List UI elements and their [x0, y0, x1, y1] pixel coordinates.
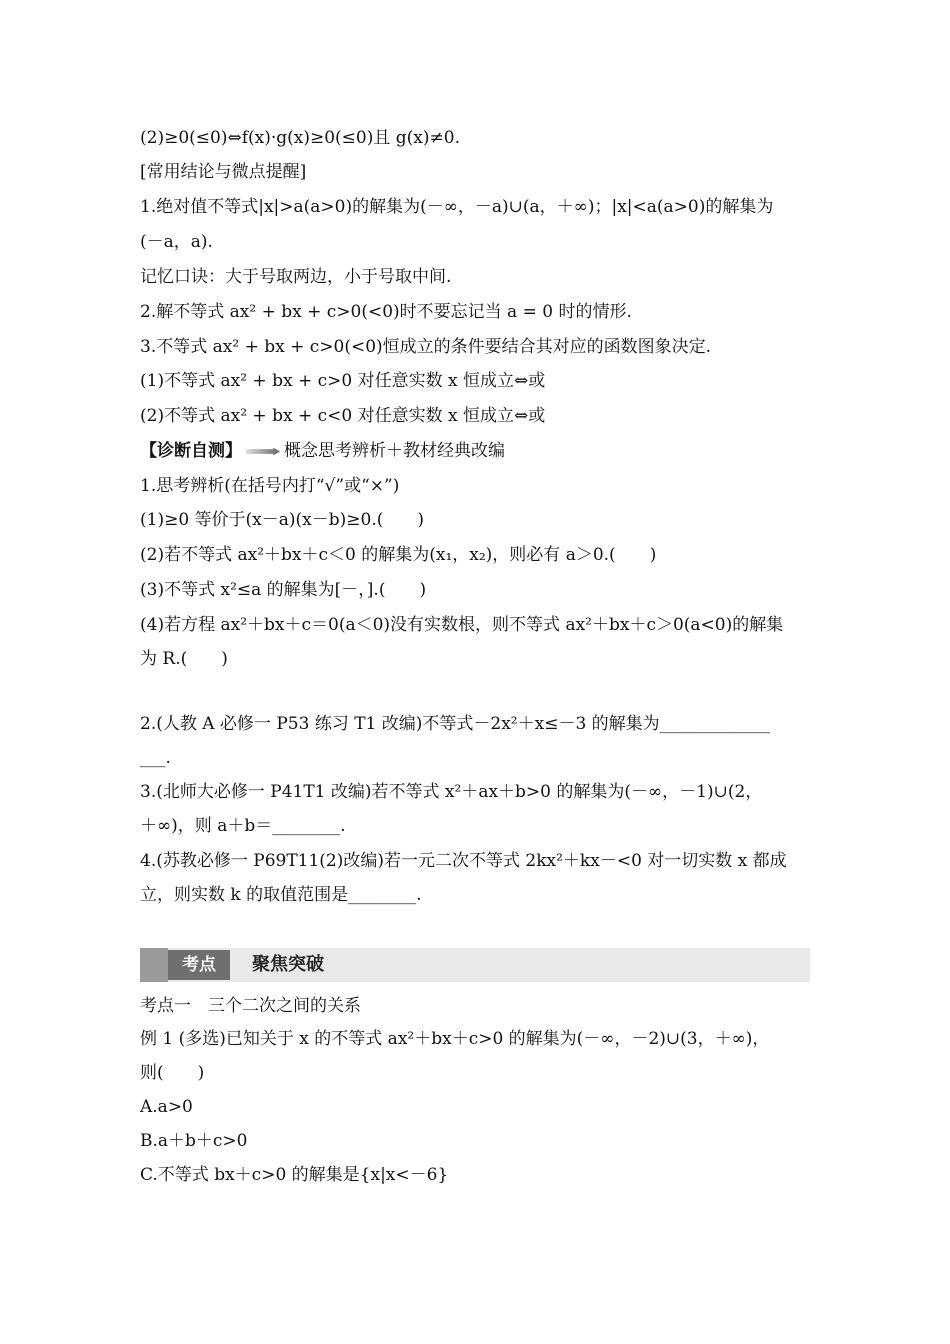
- text-line: (1)不等式 ax² + bx + c>0 对任意实数 x 恒成立⇔或: [140, 371, 546, 391]
- text-line: (4)若方程 ax²＋bx＋c＝0(a＜0)没有实数根，则不等式 ax²＋bx＋c＞0(a<0)的解集: [140, 615, 784, 635]
- text-line: 3.(北师大必修一 P41T1 改编)若不等式 x²＋ax＋b>0 的解集为(－∞，－1)∪(2，: [140, 782, 763, 802]
- diagnosis-subtitle: 概念思考辨析＋教材经典改编: [284, 441, 505, 461]
- banner-title: 聚焦突破: [252, 954, 324, 975]
- text-line: (2)若不等式 ax²＋bx＋c＜0 的解集为(x₁，x₂)，则必有 a＞0.( ): [140, 545, 657, 565]
- arrow-icon: [246, 448, 280, 456]
- text-line: (3)不等式 x²≤a 的解集为[－，].( ): [140, 580, 427, 600]
- text-line: (－a，a).: [140, 232, 213, 252]
- text-line: (2)不等式 ax² + bx + c<0 对任意实数 x 恒成立⇔或: [140, 406, 546, 426]
- text-line: 1.思考辨析(在括号内打“√”或“×”): [140, 476, 400, 496]
- text-line: 4.(苏教必修一 P69T11(2)改编)若一元二次不等式 2kx²＋kx－<0 对一切实数 x 都成: [140, 851, 787, 871]
- subsection-title: 考点一 三个二次之间的关系: [140, 996, 361, 1016]
- text-line: 1.绝对值不等式|x|>a(a>0)的解集为(－∞，－a)∪(a，＋∞)；|x|<a(a>0)的解集为: [140, 197, 774, 217]
- option-c: C.不等式 bx＋c>0 的解集是{x|x<－6}: [140, 1165, 449, 1185]
- text-line: (1)≥0 等价于(x－a)(x－b)≥0.( ): [140, 510, 424, 530]
- text-line: 为 R.( ): [140, 649, 228, 669]
- text-line: ___.: [140, 748, 171, 768]
- diagnosis-header: [140, 440, 810, 462]
- text-line: (2)≥0(≤0)⇔f(x)·g(x)≥0(≤0)且 g(x)≠0.: [140, 128, 460, 148]
- text-line: 例 1 (多选)已知关于 x 的不等式 ax²＋bx＋c>0 的解集为(－∞，－2)∪(3，＋∞)，: [140, 1029, 770, 1049]
- text-line: 立，则实数 k 的取值范围是________.: [140, 885, 422, 905]
- text-line: 则( ): [140, 1063, 205, 1083]
- option-a: A.a>0: [140, 1097, 193, 1117]
- text-line: 2.(人教 A 必修一 P53 练习 T1 改编)不等式－2x²＋x≤－3 的解集为_____________: [140, 714, 771, 734]
- diagnosis-label: 【诊断自测】: [140, 441, 242, 461]
- option-b: B.a＋b＋c>0: [140, 1131, 248, 1151]
- section-banner: [140, 948, 810, 982]
- text-line: 3.不等式 ax² + bx + c>0(<0)恒成立的条件要结合其对应的函数图象决定.: [140, 337, 712, 357]
- text-line: 2.解不等式 ax² + bx + c>0(<0)时不要忘记当 a = 0 时的情形.: [140, 302, 632, 322]
- banner-strip: [140, 948, 168, 982]
- text-line: ＋∞)，则 a＋b＝________.: [140, 816, 346, 836]
- banner-tag: 考点: [168, 950, 230, 980]
- text-line: 记忆口诀：大于号取两边，小于号取中间.: [140, 267, 452, 287]
- section-heading: [常用结论与微点提醒]: [140, 162, 307, 182]
